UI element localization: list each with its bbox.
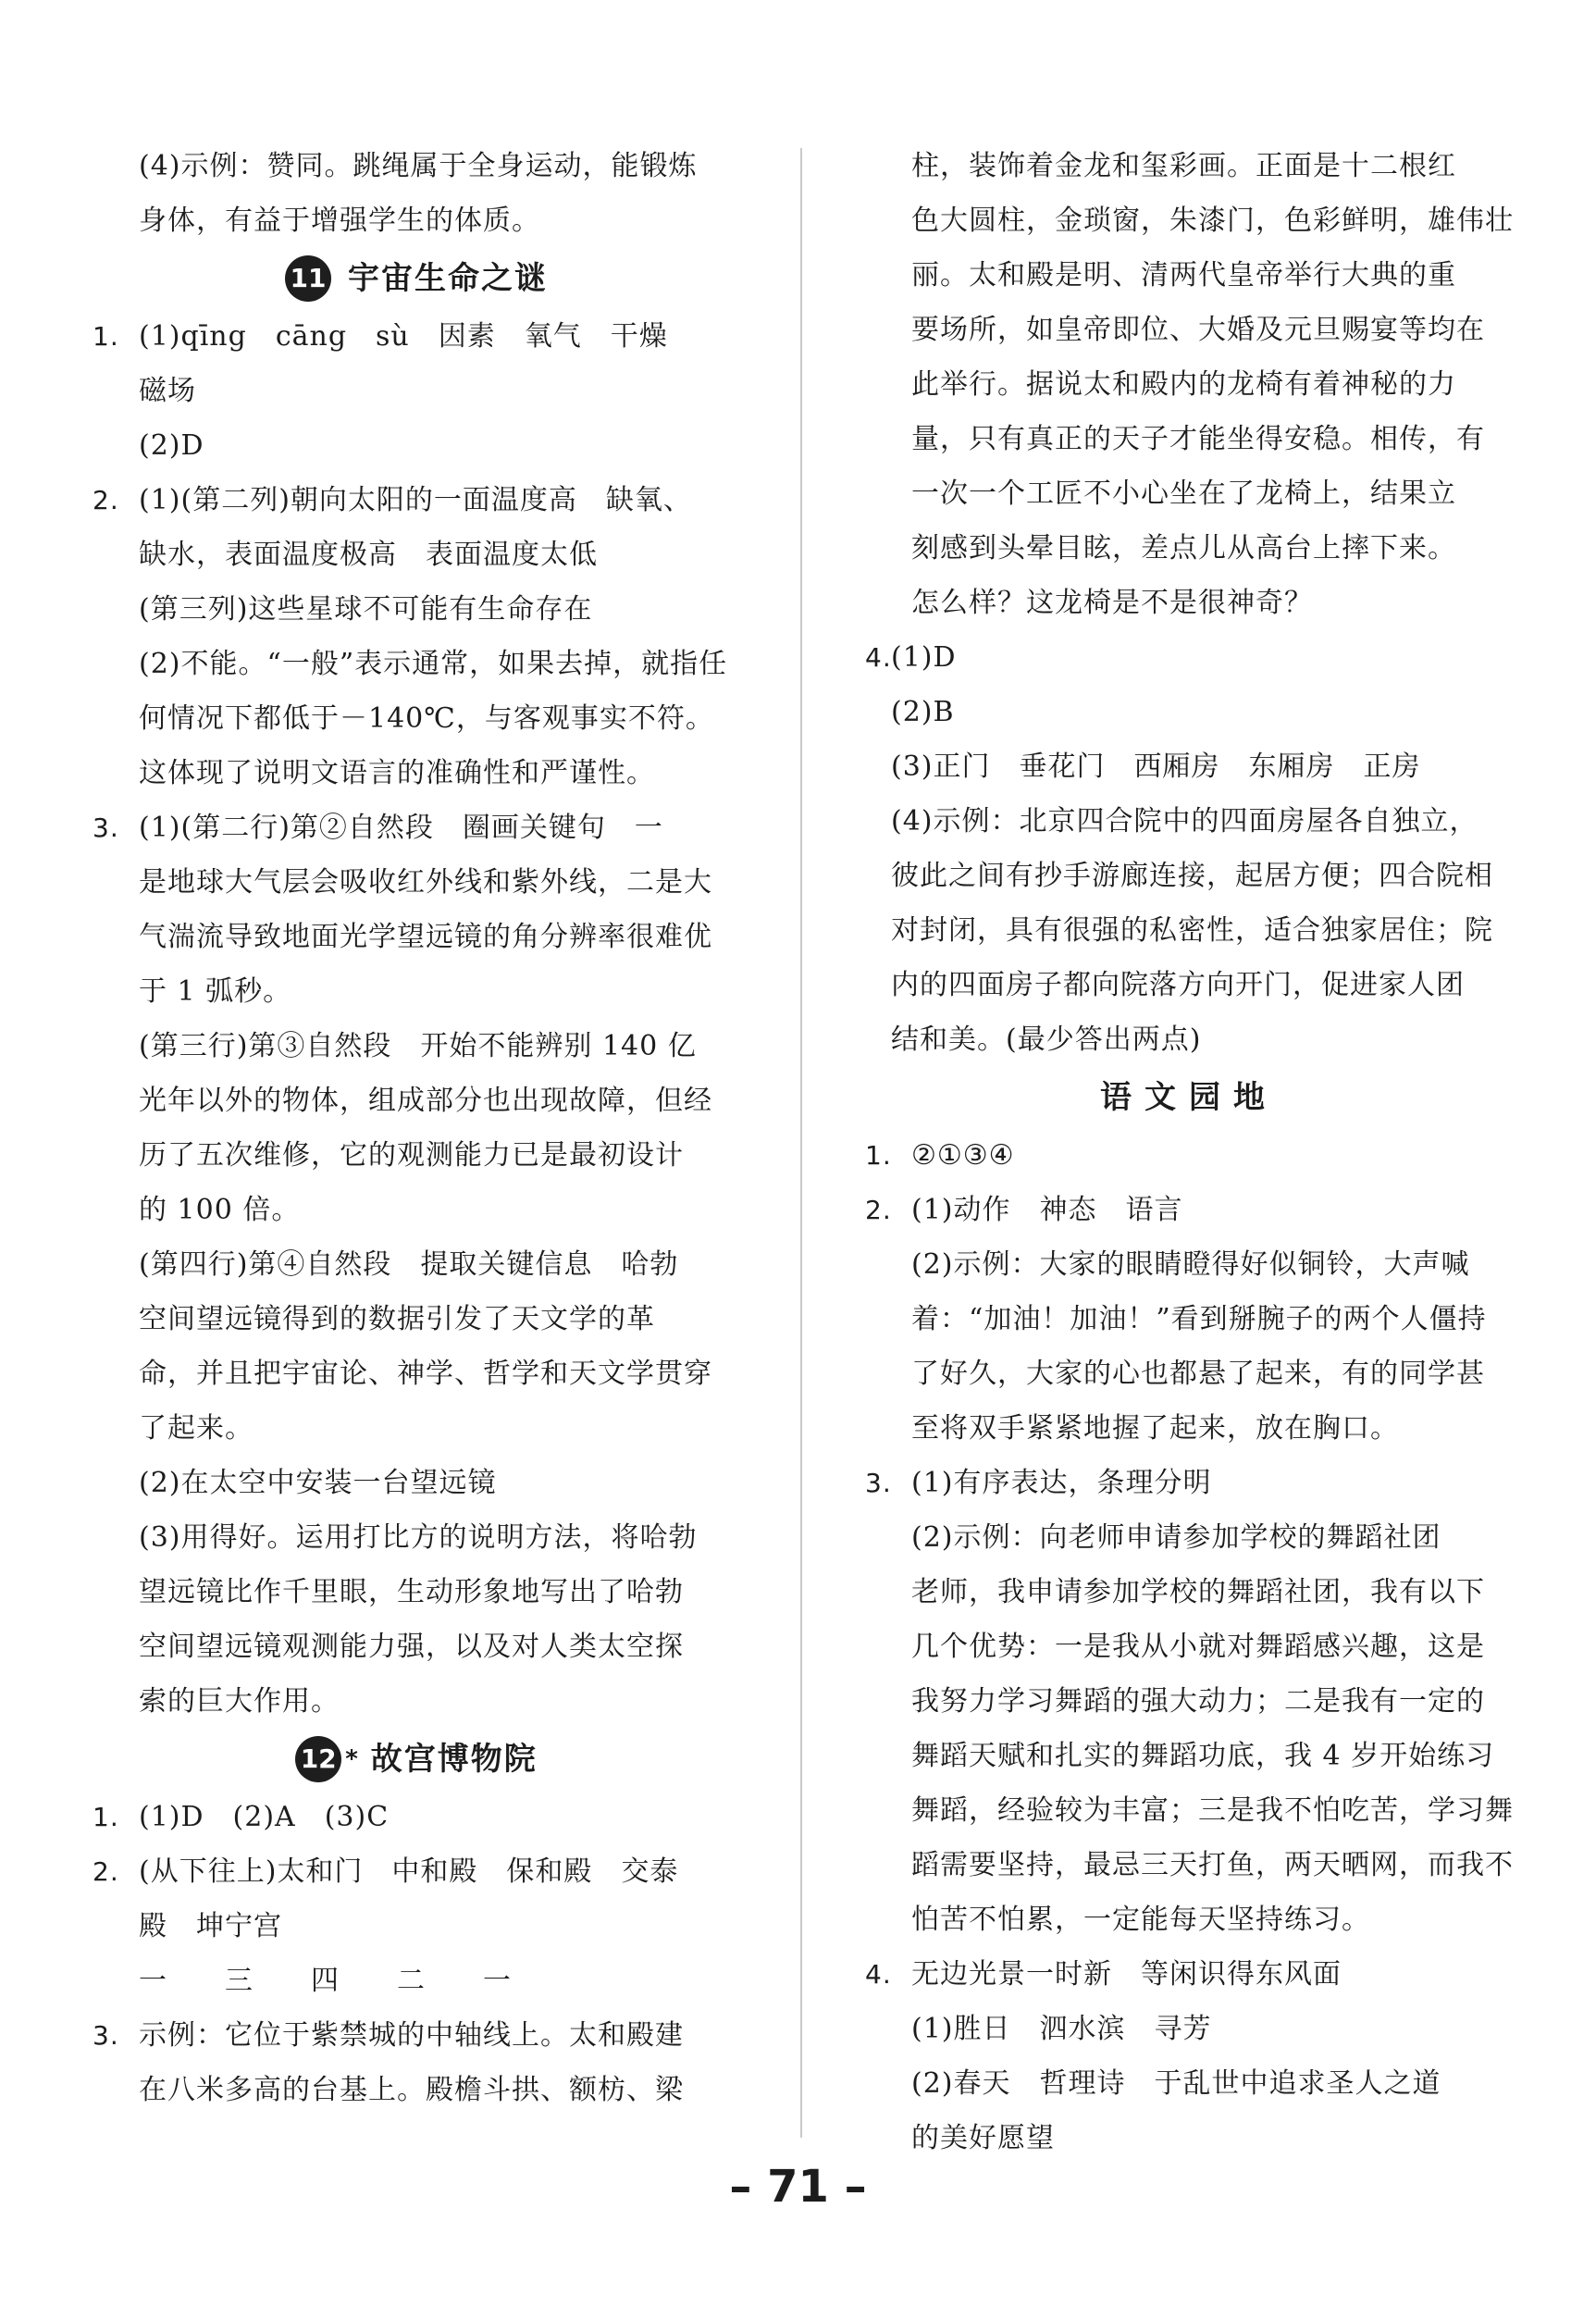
answer-text: 何情况下都低于－140℃，与客观事实不符。 xyxy=(139,702,714,735)
answer-text: 殿 坤宁宫 xyxy=(139,1910,282,1942)
answer-text: (1)动作 神态 语言 xyxy=(911,1194,1183,1226)
answer-text: 了起来。 xyxy=(139,1412,254,1445)
lesson-number-badge: 11 xyxy=(285,255,331,302)
text-line xyxy=(865,1510,1513,1565)
text-line xyxy=(93,637,740,691)
text-line xyxy=(865,1783,1513,1838)
text-line xyxy=(93,364,740,418)
text-line xyxy=(93,582,740,637)
answer-text: 的 100 倍。 xyxy=(139,1194,301,1226)
answer-text: (第三行)第③自然段 开始不能辨别 140 亿 xyxy=(139,1030,697,1062)
column-divider xyxy=(800,148,802,2138)
text-line xyxy=(865,521,1513,576)
answer-text: (第四行)第④自然段 提取关键信息 哈勃 xyxy=(139,1248,679,1281)
text-line xyxy=(93,2008,740,2063)
text-line xyxy=(93,855,740,910)
text-line xyxy=(865,958,1513,1012)
text-line xyxy=(93,1292,740,1346)
answer-text: 对封闭，具有很强的私密性，适合独家居住；院 xyxy=(891,914,1493,947)
text-line xyxy=(93,527,740,582)
question-number: 3. xyxy=(865,1468,892,1498)
text-line xyxy=(865,1401,1513,1456)
text-line xyxy=(865,412,1513,466)
text-line xyxy=(93,1899,740,1954)
answer-text: 一 三 四 二 一 xyxy=(139,1965,512,1997)
section-title xyxy=(865,1067,1513,1128)
answer-text: 历了五次维修，它的观测能力已是最初设计 xyxy=(139,1139,684,1172)
text-line xyxy=(865,1012,1513,1067)
optional-lesson-star: * xyxy=(345,1745,360,1773)
answer-text: 彼此之间有抄手游廊连接，起居方便；四合院相 xyxy=(891,860,1493,892)
text-line xyxy=(93,1954,740,2008)
text-line xyxy=(93,473,740,527)
answer-text: 身体，有益于增强学生的体质。 xyxy=(139,205,540,237)
text-line xyxy=(865,1237,1513,1292)
text-line xyxy=(865,1674,1513,1729)
text-line xyxy=(865,576,1513,630)
text-line xyxy=(865,248,1513,303)
text-line xyxy=(93,193,740,248)
answer-text: 几个优势：一是我从小就对舞蹈感兴趣，这是 xyxy=(911,1631,1485,1663)
text-line xyxy=(865,1346,1513,1401)
question-number: 3. xyxy=(93,813,119,843)
text-line xyxy=(865,794,1513,849)
section-title-text: 语文园地 xyxy=(1100,1079,1278,1116)
answer-text: 刻感到头晕目眩，差点儿从高台上摔下来。 xyxy=(911,532,1456,564)
text-line xyxy=(93,691,740,746)
answer-text: 磁场 xyxy=(139,375,196,407)
question-number: 2. xyxy=(865,1195,892,1225)
text-line xyxy=(865,1183,1513,1237)
answer-text: 老师，我申请参加学校的舞蹈社团，我有以下 xyxy=(911,1576,1485,1608)
text-line xyxy=(93,1237,740,1292)
text-line xyxy=(865,739,1513,794)
text-line xyxy=(865,630,1513,685)
question-number: 4. xyxy=(865,642,892,673)
text-line xyxy=(865,1565,1513,1619)
text-line xyxy=(93,1019,740,1073)
text-line xyxy=(865,849,1513,903)
question-number: 3. xyxy=(93,2020,119,2051)
answer-text: 色大圆柱，金琐窗，朱漆门，色彩鲜明，雄伟壮 xyxy=(911,205,1514,237)
answer-text: (3)用得好。运用打比方的说明方法，将哈勃 xyxy=(139,1521,698,1554)
text-line xyxy=(865,1892,1513,1947)
answer-text: 着：“加油！加油！”看到掰腕子的两个人僵持 xyxy=(911,1303,1487,1335)
answer-text: 量，只有真正的天子才能坐得安稳。相传，有 xyxy=(911,423,1485,455)
text-line xyxy=(865,466,1513,521)
answer-text: 要场所，如皇帝即位、大婚及元旦赐宴等均在 xyxy=(911,314,1485,346)
answer-text: (1)有序表达，条理分明 xyxy=(911,1467,1212,1499)
text-line xyxy=(93,1844,740,1899)
answer-text: (1)胜日 泗水滨 寻芳 xyxy=(911,2013,1212,2045)
answer-text: (2)春天 哲理诗 于乱世中追求圣人之道 xyxy=(911,2067,1441,2100)
question-number: 1. xyxy=(93,1802,119,1832)
text-line xyxy=(865,685,1513,739)
answer-text: 这体现了说明文语言的准确性和严谨性。 xyxy=(139,757,655,789)
answer-text: 结和美。(最少答出两点) xyxy=(891,1024,1202,1056)
answer-text: (1)(第二列)朝向太阳的一面温度高 缺氧、 xyxy=(139,484,692,516)
answer-text: 是地球大气层会吸收红外线和紫外线，二是大 xyxy=(139,866,712,899)
text-line xyxy=(93,746,740,800)
text-line xyxy=(93,139,740,193)
answer-text: (从下往上)太和门 中和殿 保和殿 交泰 xyxy=(139,1855,679,1888)
text-line xyxy=(93,1346,740,1401)
text-line xyxy=(865,2056,1513,2111)
text-line xyxy=(93,1565,740,1619)
text-line xyxy=(93,1401,740,1456)
answer-text: (2)D xyxy=(139,429,204,462)
answer-text: 丽。太和殿是明、清两代皇帝举行大典的重 xyxy=(911,259,1456,292)
left-column xyxy=(93,139,740,2117)
answer-text: (2)在太空中安装一台望远镜 xyxy=(139,1467,497,1499)
answer-text: (4)示例：北京四合院中的四面房屋各自独立， xyxy=(891,805,1478,837)
answer-text: 气湍流导致地面光学望远镜的角分辨率很难优 xyxy=(139,921,712,953)
text-line xyxy=(865,2111,1513,2165)
answer-text: 舞蹈天赋和扎实的舞蹈功底，我 4 岁开始练习 xyxy=(911,1740,1495,1772)
answer-text: (2)B xyxy=(891,696,955,728)
text-line xyxy=(865,357,1513,412)
answer-text: (2)不能。“一般”表示通常，如果去掉，就指任 xyxy=(139,648,728,680)
text-line xyxy=(865,1619,1513,1674)
answer-text: (2)示例：大家的眼睛瞪得好似铜铃，大声喊 xyxy=(911,1248,1470,1281)
text-line xyxy=(93,964,740,1019)
answer-text: (2)示例：向老师申请参加学校的舞蹈社团 xyxy=(911,1521,1441,1554)
answer-text: 怕苦不怕累，一定能每天坚持练习。 xyxy=(911,1904,1370,1936)
answer-text: 空间望远镜得到的数据引发了天文学的革 xyxy=(139,1303,655,1335)
answer-text: 无边光景一时新 等闲识得东风面 xyxy=(911,1958,1342,1991)
text-line xyxy=(93,1674,740,1729)
text-line xyxy=(865,903,1513,958)
question-number: 1. xyxy=(93,321,119,352)
text-line xyxy=(93,1456,740,1510)
section-title-text: 宇宙生命之谜 xyxy=(348,260,548,297)
answer-text: 怎么样？这龙椅是不是很神奇？ xyxy=(911,587,1313,619)
answer-text: 内的四面房子都向院落方向开门，促进家人团 xyxy=(891,969,1465,1001)
answer-text: 我努力学习舞蹈的强大动力；二是我有一定的 xyxy=(911,1685,1485,1718)
text-line xyxy=(865,139,1513,193)
answer-text: 柱，装饰着金龙和玺彩画。正面是十二根红 xyxy=(911,150,1456,182)
section-title xyxy=(93,1729,740,1790)
answer-text: 蹈需要坚持，最忌三天打鱼，两天晒网，而我不 xyxy=(911,1849,1514,1881)
text-line xyxy=(93,1790,740,1844)
text-line xyxy=(93,910,740,964)
answer-text: 的美好愿望 xyxy=(911,2122,1055,2154)
answer-text: ②①③④ xyxy=(911,1139,1015,1172)
page-number: – 71 – xyxy=(729,2161,867,2213)
answer-text: 一次一个工匠不小心坐在了龙椅上，结果立 xyxy=(911,478,1456,510)
answer-text: 至将双手紧紧地握了起来，放在胸口。 xyxy=(911,1412,1399,1445)
answer-text: 索的巨大作用。 xyxy=(139,1685,340,1718)
question-number: 2. xyxy=(93,485,119,515)
answer-text: 缺水，表面温度极高 表面温度太低 xyxy=(139,539,598,571)
text-line xyxy=(865,1729,1513,1783)
text-line xyxy=(93,1510,740,1565)
text-line xyxy=(865,193,1513,248)
answer-text: (1)(第二行)第②自然段 圈画关键句 一 xyxy=(139,812,663,844)
lesson-number-badge: 12 xyxy=(295,1736,341,1782)
answer-text: (3)正门 垂花门 西厢房 东厢房 正房 xyxy=(891,751,1421,783)
answer-text: 了好久，大家的心也都悬了起来，有的同学甚 xyxy=(911,1358,1485,1390)
text-line xyxy=(93,1128,740,1183)
answer-text: 命，并且把宇宙论、神学、哲学和天文学贯穿 xyxy=(139,1358,712,1390)
text-line xyxy=(93,309,740,364)
text-line xyxy=(865,1292,1513,1346)
text-line xyxy=(93,418,740,473)
text-line xyxy=(865,1838,1513,1892)
answer-text: (1)D xyxy=(891,641,957,674)
section-title xyxy=(93,248,740,309)
answer-text: 光年以外的物体，组成部分也出现故障，但经 xyxy=(139,1085,712,1117)
text-line xyxy=(865,1947,1513,2002)
answer-text: 此举行。据说太和殿内的龙椅有着神秘的力 xyxy=(911,368,1456,401)
question-number: 2. xyxy=(93,1856,119,1887)
question-number: 1. xyxy=(865,1140,892,1171)
right-column xyxy=(865,139,1513,2165)
text-line xyxy=(865,1456,1513,1510)
answer-text: (1)qīng cāng sù 因素 氧气 干燥 xyxy=(139,320,668,353)
text-line xyxy=(93,1183,740,1237)
text-line xyxy=(865,1128,1513,1183)
text-line xyxy=(865,303,1513,357)
answer-text: 空间望远镜观测能力强，以及对人类太空探 xyxy=(139,1631,684,1663)
answer-text: 在八米多高的台基上。殿檐斗拱、额枋、梁 xyxy=(139,2074,684,2106)
text-line xyxy=(93,1619,740,1674)
section-title-text: 故宫博物院 xyxy=(370,1741,538,1778)
question-number: 4. xyxy=(865,1959,892,1990)
text-line xyxy=(93,1073,740,1128)
answer-text: (第三列)这些星球不可能有生命存在 xyxy=(139,593,593,626)
answer-text: 舞蹈，经验较为丰富；三是我不怕吃苦，学习舞 xyxy=(911,1794,1514,1827)
text-line xyxy=(865,2002,1513,2056)
answer-text: 于 1 弧秒。 xyxy=(139,975,292,1008)
text-line xyxy=(93,800,740,855)
text-line xyxy=(93,2063,740,2117)
answer-text: 望远镜比作千里眼，生动形象地写出了哈勃 xyxy=(139,1576,684,1608)
answer-text: (4)示例：赞同。跳绳属于全身运动，能锻炼 xyxy=(139,150,698,182)
answer-text: 示例：它位于紫禁城的中轴线上。太和殿建 xyxy=(139,2019,684,2052)
answer-text: (1)D (2)A (3)C xyxy=(139,1801,390,1833)
